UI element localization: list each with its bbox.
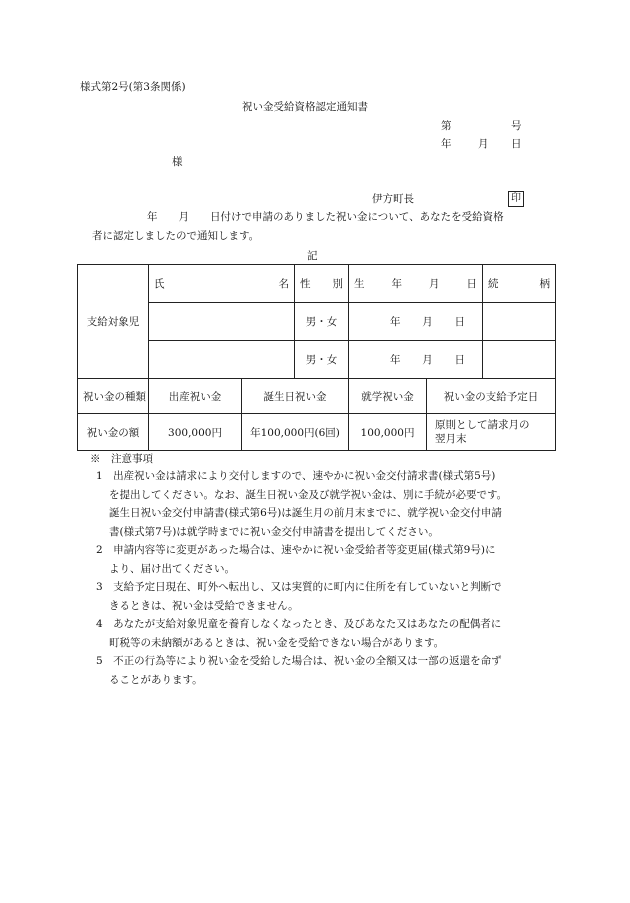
name-header: 氏 名	[149, 265, 295, 303]
document-title: 祝い金受給資格認定通知書	[242, 101, 368, 113]
form-number: 様式第2号(第3条関係)	[80, 81, 186, 93]
note-item: 1 出産祝い金は請求により交付しますので、速やかに祝い金交付請求書(様式第5号) を提出してください。なお、誕生日祝い金及び就学祝い金は、別に手続が必要です。 誕生日祝い金交付申請書(様式第6号)は誕生月の前月末までに、就学祝い金交付申請 書(様式第7号)は就学時までに祝い金交付申請書を提出してください。	[96, 470, 508, 538]
birthdate-header: 生 年 月 日	[349, 265, 483, 303]
doc-number-prefix: 第	[441, 120, 452, 132]
date-day: 日	[511, 138, 522, 150]
birthdate-cell: 年 月 日	[349, 341, 483, 379]
subject-label: 支給対象児	[78, 265, 149, 379]
table-row	[78, 265, 556, 303]
name-cell	[149, 303, 295, 341]
birthdate-cell: 年 月 日	[349, 303, 483, 341]
table-row	[78, 341, 556, 379]
addressee-suffix: 様	[172, 156, 183, 168]
birth-gift-label: 出産祝い金	[149, 379, 242, 414]
seal-mark: 印	[508, 191, 524, 207]
gift-types-header: 祝い金の種類	[78, 379, 149, 414]
birthday-gift-amount: 年100,000円(6回)	[242, 414, 349, 451]
note-item: 5 不正の行為等により祝い金を受給した場合は、祝い金の全額又は一部の返還を命ず ることがあります。	[96, 655, 502, 686]
schedule-header: 祝い金の支給予定日	[427, 379, 556, 414]
note-item: 4 あなたが支給対象児童を養育しなくなったとき、及びあなた又はあなたの配偶者に 町税等の未納額があるときは、祝い金を受給できない場合があります。	[96, 618, 502, 649]
body-text-line2: 者に認定しましたので通知します。	[92, 230, 260, 242]
date-month: 月	[478, 138, 489, 150]
note-item: 2 申請内容等に変更があった場合は、速やかに祝い金受給者等変更届(様式第9号)に より、届け出てください。	[96, 544, 496, 575]
name-cell	[149, 341, 295, 379]
gender-cell: 男・女	[295, 341, 349, 379]
relation-header: 続 柄	[483, 265, 556, 303]
school-gift-label: 就学祝い金	[349, 379, 427, 414]
table-row	[78, 379, 556, 414]
schedule-value: 原則として請求月の 翌月末	[427, 414, 556, 451]
gender-header: 性 別	[295, 265, 349, 303]
gender-cell: 男・女	[295, 303, 349, 341]
relation-cell	[483, 341, 556, 379]
table-row	[78, 303, 556, 341]
note-item: 3 支給予定日現在、町外へ転出し、又は実質的に町内に住所を有していないと判断で きるときは、祝い金は受給できません。	[96, 581, 502, 612]
birth-gift-amount: 300,000円	[149, 414, 242, 451]
notes-heading: ※ 注意事項	[90, 453, 153, 465]
birthday-gift-label: 誕生日祝い金	[242, 379, 349, 414]
issuer: 伊方町長	[372, 193, 414, 205]
relation-cell	[483, 303, 556, 341]
body-text-line1: 年 月 日付けで申請のありました祝い金について、あなたを受給資格	[147, 211, 504, 223]
eligibility-table	[77, 264, 556, 451]
school-gift-amount: 100,000円	[349, 414, 427, 451]
date-year: 年	[441, 138, 452, 150]
amount-header: 祝い金の額	[78, 414, 149, 451]
table-row	[78, 414, 556, 451]
ki-label: 記	[307, 250, 318, 262]
doc-number-suffix: 号	[511, 120, 522, 132]
